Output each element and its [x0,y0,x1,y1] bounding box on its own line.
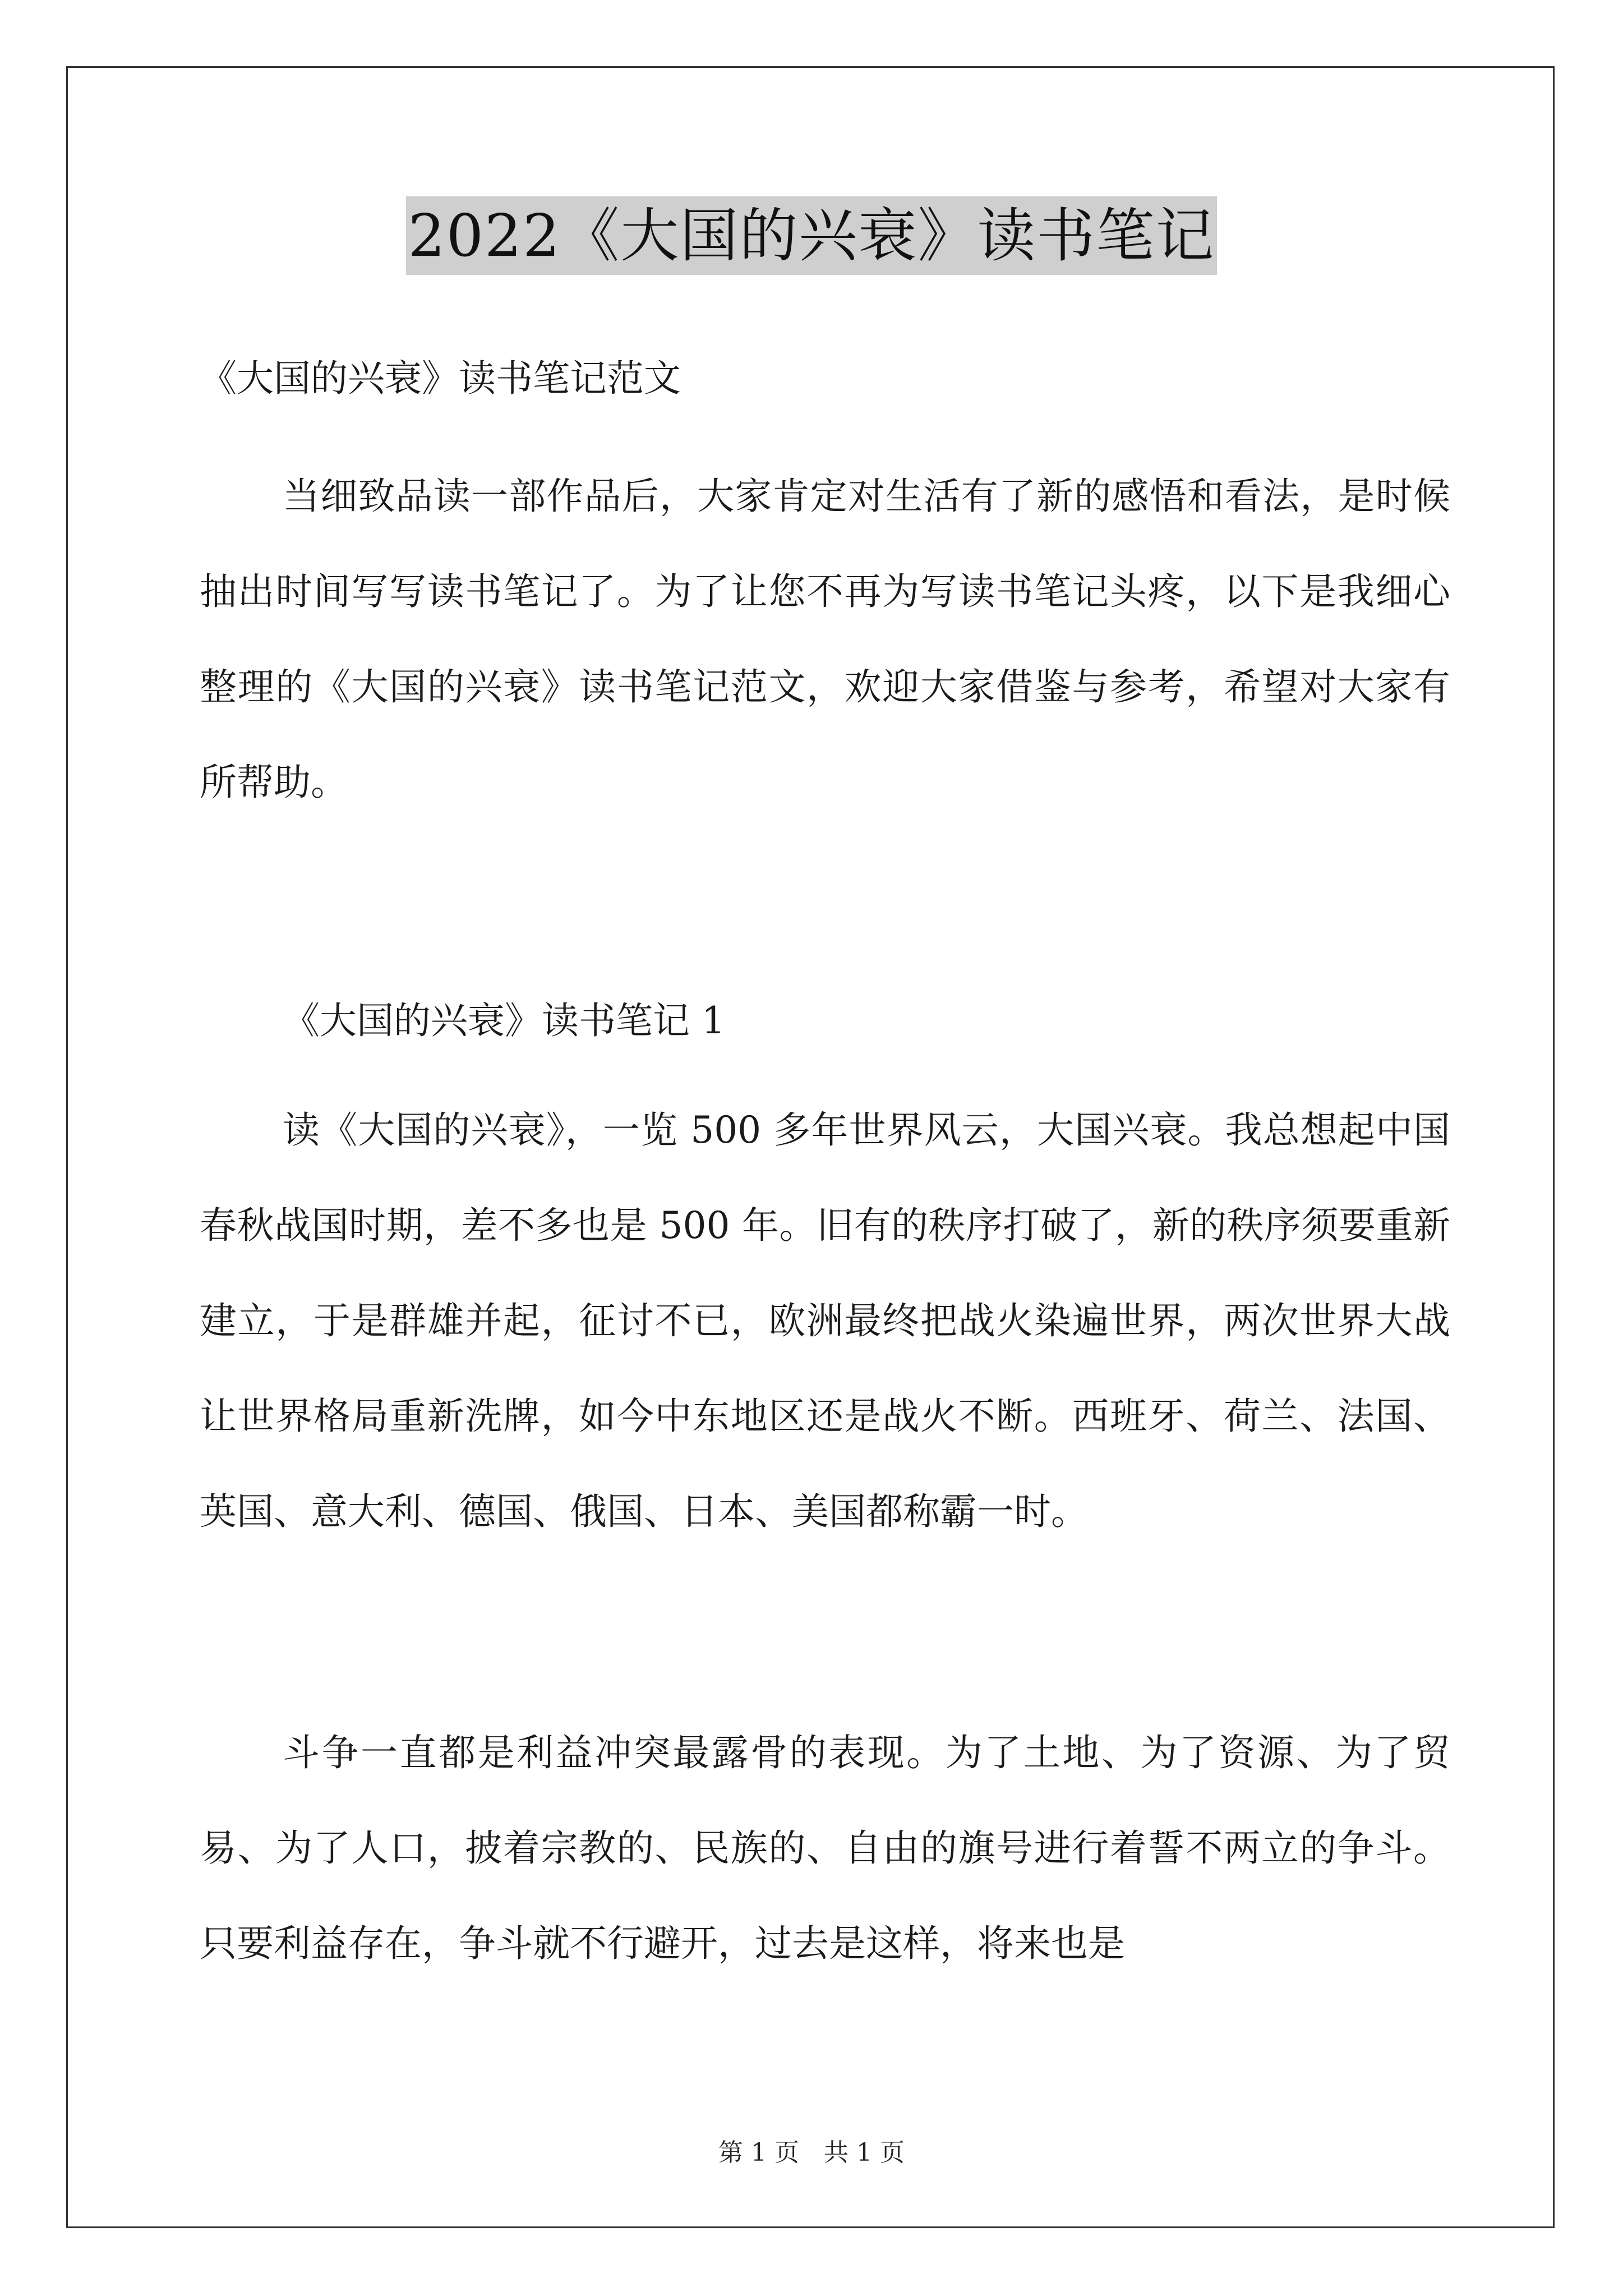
body-paragraph: 斗争一直都是利益冲突最露骨的表现。为了土地、为了资源、为了贸易、为了人口，披着宗教的、民族的、自由的旗号进行着誓不两立的争斗。只要利益存在，争斗就不行避开，过去是这样，将来也是 [200,1731,1450,1965]
document-title: 2022《大国的兴衰》读书笔记 [406,196,1218,275]
title-container [0,196,1623,275]
intro-paragraph: 当细致品读一部作品后，大家肯定对生活有了新的感悟和看法，是时候抽出时间写写读书笔记了。为了让您不再为写读书笔记头疼，以下是我细心整理的《大国的兴衰》读书笔记范文，欢迎大家借鉴与参考，希望对大家有所帮助。 [200,475,1450,804]
body-paragraph: 读《大国的兴衰》，一览 500 多年世界风云，大国兴衰。我总想起中国春秋战国时期，差不多也是 500 年。旧有的秩序打破了，新的秩序须要重新建立，于是群雄并起，征讨不已，欧洲最终把战火染遍世界，两次世界大战让世界格局重新洗牌，如今中东地区还是战火不断。西班牙、荷兰、法国、英国、意大利、德国、俄国、日本、美国都称霸一时。 [200,1108,1450,1533]
section-heading: 《大国的兴衰》读书笔记 1 [283,999,725,1042]
page-footer: 第 1 页 共 1 页 [718,2138,905,2167]
document-subtitle: 《大国的兴衰》读书笔记范文 [200,357,681,400]
